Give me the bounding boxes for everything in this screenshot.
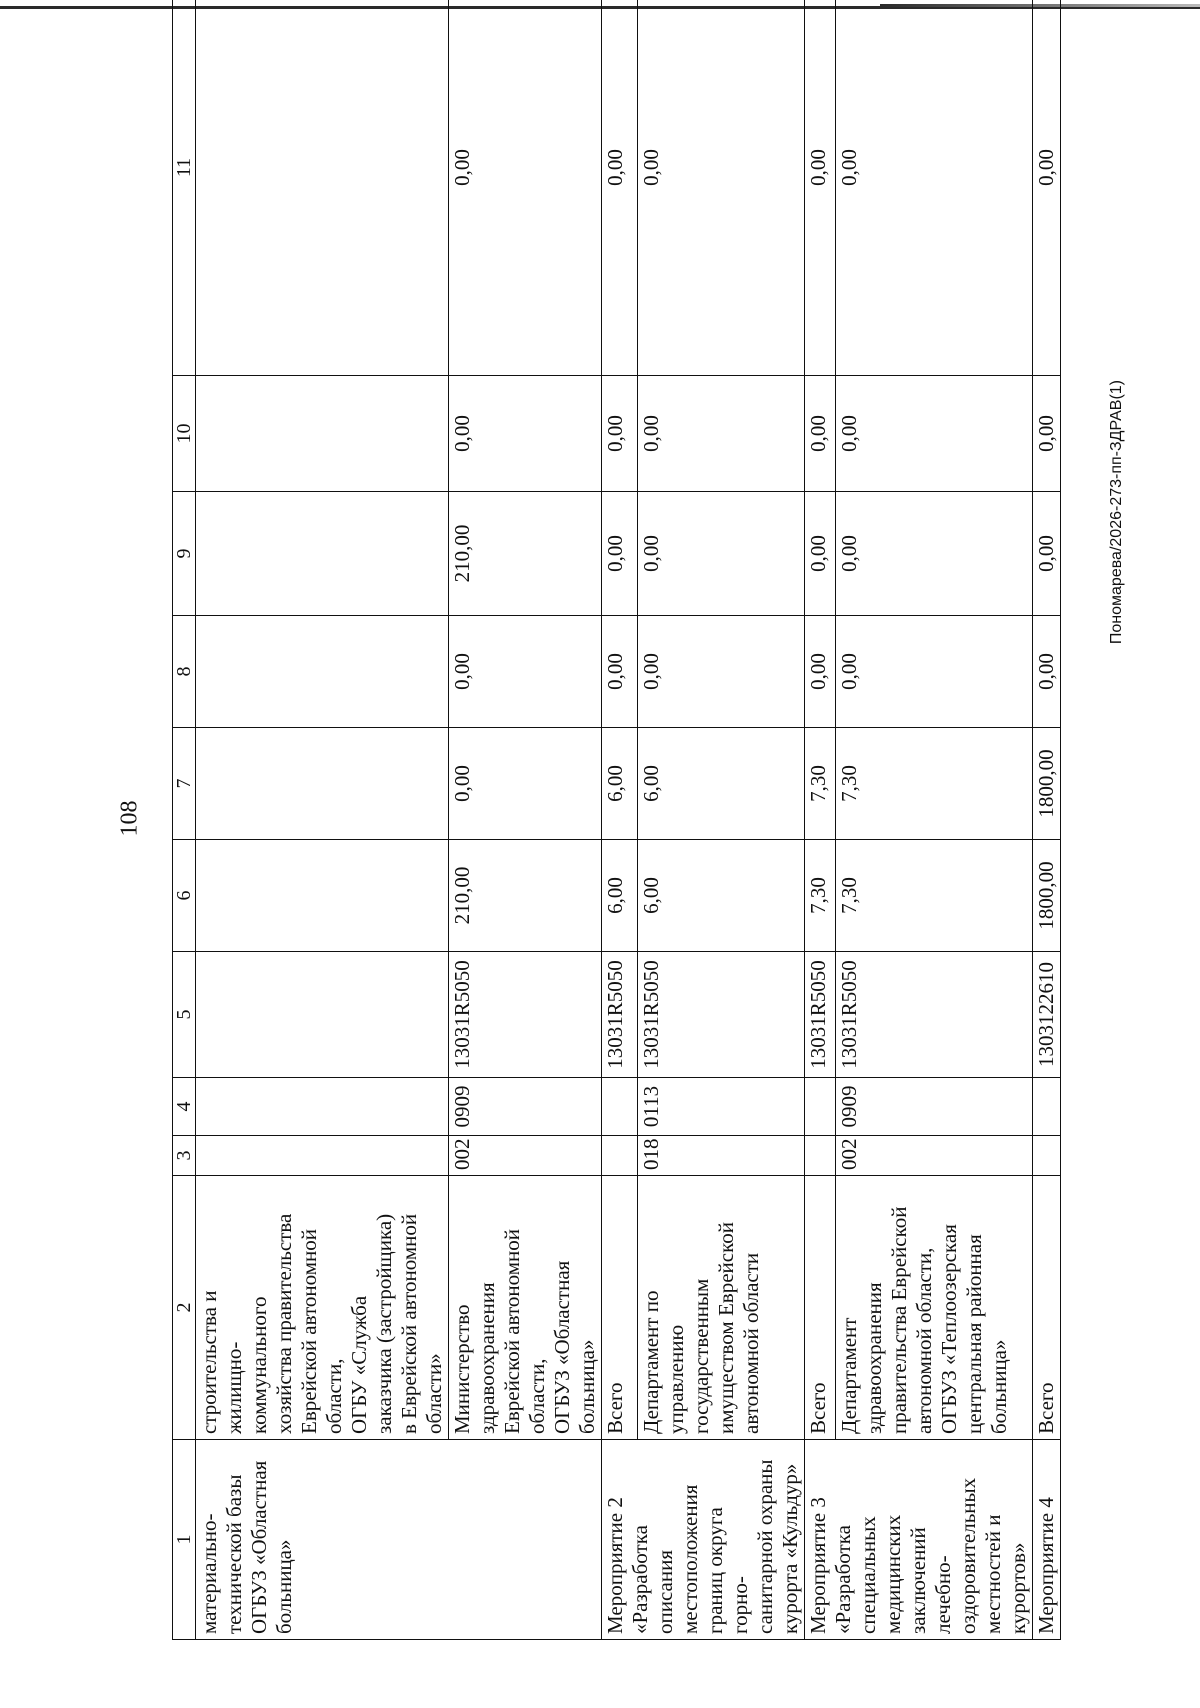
value-cell: 0,00 (1033, 0, 1061, 376)
target-article-cell: 13031R5050 (449, 952, 602, 1078)
value-cell: 7,30 (835, 728, 1032, 840)
executor-cell: Всего (805, 1176, 836, 1440)
rotated-table-container (172, 0, 1072, 1640)
value-cell: 0,00 (638, 492, 805, 616)
table-row (602, 0, 638, 1640)
col-header: 9 (173, 492, 196, 616)
target-article-cell: 13031R5050 (805, 952, 836, 1078)
value-cell: 210,00 (449, 492, 602, 616)
section-cell (602, 1078, 638, 1136)
page-number: 108 (116, 800, 143, 837)
col-header: 2 (173, 1176, 196, 1440)
value-cell: 7,30 (805, 728, 836, 840)
value-cell: 1800,00 (1033, 840, 1061, 952)
header-row (173, 0, 196, 1640)
target-article-cell: 13031R5050 (602, 952, 638, 1078)
value-cell: 6,00 (638, 728, 805, 840)
value-cell: 7,30 (835, 840, 1032, 952)
value-cell: 0,00 (449, 728, 602, 840)
col-header: 1 (173, 1440, 196, 1640)
grbs-cell: 002 (835, 1136, 1032, 1176)
section-cell: 0909 (835, 1078, 1032, 1136)
value-cell: 6,00 (602, 840, 638, 952)
grbs-cell (805, 1136, 836, 1176)
value-cell: 0,00 (1033, 616, 1061, 728)
executor-cell: Всего (602, 1176, 638, 1440)
footer-code-text: Пономарева/2026-273-пп-ЗДРАВ(1) (1108, 380, 1125, 645)
value-cell: 0,00 (638, 616, 805, 728)
value-cell (196, 492, 449, 616)
table-row (196, 0, 449, 1640)
col-header: 3 (173, 1136, 196, 1176)
value-cell: 0,00 (602, 616, 638, 728)
value-cell (196, 0, 449, 376)
table-row (1033, 0, 1061, 1640)
col-header: 10 (173, 376, 196, 492)
target-article-cell: 1303122610 (1033, 952, 1061, 1078)
value-cell: 0,00 (1033, 376, 1061, 492)
activity-cell: Мероприятие 2 «Разработка описания местоположения границ округа горно- санитарной охраны курорта «Кульдур» (602, 1440, 805, 1640)
value-cell: 0,00 (805, 616, 836, 728)
grbs-cell (1033, 1136, 1061, 1176)
value-cell: 6,00 (638, 840, 805, 952)
footer-document-code (1108, 380, 1128, 645)
section-cell: 0909 (449, 1078, 602, 1136)
grbs-cell (602, 1136, 638, 1176)
section-cell (1033, 1078, 1061, 1136)
value-cell (196, 376, 449, 492)
value-cell: 0,00 (835, 492, 1032, 616)
value-cell: 0,00 (449, 0, 602, 376)
value-cell: 0,00 (449, 376, 602, 492)
value-cell: 0,00 (638, 376, 805, 492)
col-header: 8 (173, 616, 196, 728)
table-row (638, 0, 805, 1640)
grbs-cell: 002 (449, 1136, 602, 1176)
value-cell (196, 840, 449, 952)
value-cell: 0,00 (602, 376, 638, 492)
section-cell: 0113 (638, 1078, 805, 1136)
value-cell: 0,00 (835, 376, 1032, 492)
value-cell: 0,00 (638, 0, 805, 376)
value-cell: 0,00 (805, 376, 836, 492)
col-header: 5 (173, 952, 196, 1078)
value-cell: 0,00 (602, 492, 638, 616)
budget-table (172, 0, 1061, 1640)
target-article-cell: 13031R5050 (835, 952, 1032, 1078)
value-cell: 0,00 (835, 0, 1032, 376)
col-header: 7 (173, 728, 196, 840)
section-cell (196, 1078, 449, 1136)
value-cell: 0,00 (835, 616, 1032, 728)
value-cell: 210,00 (449, 840, 602, 952)
section-cell (805, 1078, 836, 1136)
table-row (805, 0, 836, 1640)
value-cell (196, 728, 449, 840)
col-header: 4 (173, 1078, 196, 1136)
value-cell: 0,00 (1033, 492, 1061, 616)
grbs-cell: 018 (638, 1136, 805, 1176)
value-cell (196, 616, 449, 728)
executor-cell: строительства и жилищно- коммунального хозяйства правительства Еврейской автономной области, ОГБУ «Служба заказчика (застройщика) в Еврейской автономной области» (196, 1176, 449, 1440)
col-header: 6 (173, 840, 196, 952)
target-article-cell (196, 952, 449, 1078)
table-row (835, 0, 1032, 1640)
table-row (449, 0, 602, 1640)
executor-cell: Всего (1033, 1176, 1061, 1440)
target-article-cell: 13031R5050 (638, 952, 805, 1078)
executor-cell: Департамент по управлению государственным имуществом Еврейской автономной области (638, 1176, 805, 1440)
activity-cell: Мероприятие 3 «Разработка специальных медицинских заключений лечебно- оздоровительных местностей и курортов» (805, 1440, 1033, 1640)
value-cell: 0,00 (449, 616, 602, 728)
executor-cell: Департамент здравоохранения правительства Еврейской автономной области, ОГБУЗ «Теплоозерская центральная районная больница» (835, 1176, 1032, 1440)
value-cell: 0,00 (805, 0, 836, 376)
value-cell: 6,00 (602, 728, 638, 840)
executor-cell: Министерство здравоохранения Еврейской автономной области, ОГБУЗ «Областная больница» (449, 1176, 602, 1440)
value-cell: 0,00 (602, 0, 638, 376)
value-cell: 0,00 (805, 492, 836, 616)
activity-cell: материально- технической базы ОГБУЗ «Областная больница» (196, 1440, 602, 1640)
value-cell: 1800,00 (1033, 728, 1061, 840)
value-cell: 7,30 (805, 840, 836, 952)
grbs-cell (196, 1136, 449, 1176)
col-header: 11 (173, 0, 196, 376)
activity-cell: Мероприятие 4 (1033, 1440, 1061, 1640)
